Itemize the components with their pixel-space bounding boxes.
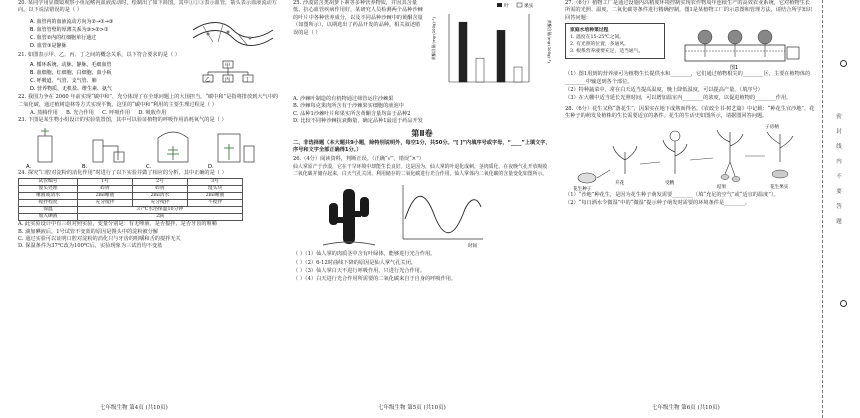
- note-item: 3. 根系营养液要充足，适当通气。: [570, 49, 644, 55]
- apparatus-a: [26, 128, 52, 170]
- legend-leaf: 叶: [504, 4, 509, 9]
- legend-swatch-leaf: [497, 3, 502, 7]
- table-cell: 37℃水浴保温10分钟: [78, 207, 243, 214]
- q20-option-b: B. 血管管壁的厚薄关系为③>②>①: [30, 26, 109, 33]
- q21-option-d: D. 营养物质、无机盐、维生素、氨气: [30, 86, 113, 93]
- hydroponic-system-figure: [675, 23, 805, 71]
- table-row: [19, 207, 243, 214]
- question-22: 22. 我国力争在 2060 年前实现“碳中和”，充分体现了在全球问题上的大国担当。“碳中和”是指将排放到大气中的二氧化碳，通过植树造林等方式实现平衡。这里的“碳中和”利用的主要生理过程是（ ）: [18, 94, 279, 108]
- q22-option-b: B. 光合作用: [66, 110, 94, 117]
- chart-area: [449, 14, 529, 82]
- y-axis-label-right: 黄酮含量/(mg·(100g)⁻¹): [547, 20, 552, 63]
- flavonoid-bar-chart: [431, 0, 551, 96]
- table-cell: 碎屑: [133, 186, 188, 193]
- question-24: 24. 探究“口腔对淀粉的消化作用”时进行了以下实验并做了相应的分析，其中正确的是（ ）: [18, 169, 227, 176]
- hydroponics-note: [565, 23, 665, 59]
- section-description: 二、非选择题（本大题共9小题，除特别说明外，每空1分，共50分。“[ ]”内填序号或字母，“____”上填文字、序号和文字全部正确得1分。）: [293, 140, 551, 154]
- legend-swatch-fruit: [517, 3, 522, 7]
- q24-option-b: B. 滴加碘液后，1号试管不变蓝的原因是馒头中的淀粉被分解: [18, 228, 159, 235]
- table-cell: 不搅拌: [188, 200, 243, 207]
- q28-sub-2: （2）“每日洒水令微湿”中的“微湿”提示种子萌发时需要的环境条件是________。: [565, 200, 751, 207]
- note-title: 家庭水培种菜过程: [570, 27, 609, 34]
- y-axis-label-left: 黄酮含量/(mg·(100g)⁻¹): [431, 17, 436, 60]
- question-21: 21. 如图表示甲、乙、丙、丁之间的概念关系，以下符合要求的是（ ）: [18, 51, 180, 58]
- figure-1-label: 图1: [730, 65, 739, 72]
- note-item: 1. 温度在15-25℃之间。: [570, 35, 625, 41]
- q23-option-a: A.: [26, 163, 32, 170]
- legend-fruit: 果实: [524, 4, 534, 9]
- table-row: [19, 186, 243, 193]
- q21-option-b: B. 血细胞、红细胞、白细胞、血小板: [30, 70, 112, 77]
- apparatus-d: [208, 134, 254, 170]
- q26-material: 仙人掌原产于沙漠，它在干旱环境中却能生长良好。这是因为，仙人掌的叶退化成刺，茎肉质化，在夜晚气孔开放吸收二氧化碳并储存起来，白天气孔关闭，利用储存的二氧化碳进行光合作用。仙人掌体内二氧化碳的含量变化如图所示。: [293, 164, 548, 178]
- section-title: 第Ⅱ卷: [411, 128, 433, 138]
- apparatus-c: [146, 132, 188, 170]
- concept-figure: [18, 60, 280, 94]
- table-cell: 唾液或清水: [19, 193, 78, 200]
- binding-hole-icon: [840, 60, 847, 67]
- table-cell: 馒头块: [188, 186, 243, 193]
- q20-option-d: D. 血管③是静脉: [30, 42, 67, 49]
- q24-option-a: A. 此实验设计中有三组对照实验，变量分别是：有无唾液、是否搅拌、是否牙齿的咀嚼: [18, 221, 217, 228]
- concept-tree: [203, 61, 253, 83]
- q27-sub-3: （3）在大棚中适当延长光照时间，可以增加温室内________的浓度，以促进植物的________作用。: [565, 95, 792, 102]
- q25-option-c: C. 品种1沙棘叶片和果实所含黄酮含量均高于品种2: [293, 110, 411, 117]
- plant-icon: [698, 30, 772, 57]
- svg-text:甲: 甲: [225, 63, 231, 70]
- pod-stage: [765, 123, 793, 190]
- stage-label: 子房柄: [765, 124, 779, 130]
- blood-vessel-figure: [18, 16, 280, 52]
- stage-label: 受精: [665, 180, 675, 186]
- svg-text:乙: 乙: [205, 77, 211, 84]
- table-header-cell: 3号: [188, 179, 243, 186]
- stage-label: 花生果实: [770, 184, 789, 190]
- stage-label: 结果: [717, 184, 727, 190]
- q26-item-2: （ ）（2）6-12时曲线下降的原因是仙人掌气孔关闭。: [293, 259, 416, 266]
- q25-option-b: B. 沙棘每克果肉所含有于沙棘果实细胞的液泡中: [293, 103, 404, 110]
- table-cell: 搅拌程度: [19, 200, 78, 207]
- experiment-apparatus-figure: [18, 126, 280, 170]
- q21-option-a: A. 循环系统、动脉、静脉、毛细血管: [30, 62, 112, 69]
- q20-option-a: A. 血管内的血液流动方向为②→①→③: [30, 18, 114, 25]
- page-4-column: [18, 0, 280, 418]
- co2-curve-graph: [403, 185, 483, 249]
- page-footer: 七年级生物 第5页 (共10页): [378, 405, 446, 411]
- note-item: 2. 有光照的位置，多通风。: [570, 42, 629, 48]
- svg-text:丁: 丁: [245, 77, 251, 84]
- q27-sub-2: （2）特种蔬菜中，常在白天适当提高温度，晚上降低温度，可以提高产量。（填序号）: [565, 87, 763, 94]
- table-header-cell: 2号: [133, 179, 188, 186]
- table-cell: 充分搅拌: [133, 200, 188, 207]
- table-cell: 馒头处理: [19, 186, 78, 193]
- q28-sub-1: （1）“沙地”种花生，是因为花生种子萌发需要________（填“充足的空气”或“适宜的温度”）。: [565, 191, 779, 198]
- question-23: 23. 下图是某生物小组设计的实验装置图，其中可以验证植物的呼吸作用消耗氧气的是（ ）: [18, 117, 227, 124]
- table-header-row: [19, 179, 243, 186]
- table-cell: 2滴: [78, 214, 243, 221]
- q25-option-d: D. 比较不同种沙棘抗衰酶量，确定品种1最适于药品开发: [293, 118, 423, 125]
- question-25: 25. 沙漠富含类胡萝卜素等多种营养物质，并因其含量低、抗心血管疾病作用好，某研究人员检测两个品种沙棘的叶片中各种营养成分，以及不同品种沙棘中的黄酮含量（如图所示），以期选出了药品开发的品种。相关叙述错误的是（ ）: [293, 0, 423, 36]
- opt-list-20: [30, 18, 113, 49]
- binding-text: 密 封 线 内 不 要 答 题: [836, 114, 842, 225]
- chart-bar: [476, 58, 484, 82]
- curve-x-label: 时间: [468, 244, 477, 250]
- page-5-column: [293, 0, 551, 418]
- experiment-table: [18, 178, 243, 221]
- q24-option-d: D. 保温条件为37℃改为100℃后，实验现象为三试管均不变蓝: [18, 243, 163, 250]
- q23-option-d: D.: [208, 163, 214, 170]
- table-cell: 碎屑: [78, 186, 133, 193]
- chart-bar: [514, 67, 522, 82]
- table-row: [19, 200, 243, 207]
- table-row: [19, 214, 243, 221]
- table-cell: 加入碘液: [19, 214, 78, 221]
- q26-item-4: （ ）（4）白天进行光合作用所需要的二氧化碳来自于自身的呼吸作用。: [293, 276, 457, 283]
- question-26: 26.（4分）阅读资料，判断正误。（正确“√”，错误“×”）: [293, 155, 424, 162]
- question-27: 27.（6分）植物工厂是通过设施内高精度环境控制实现农作物周年连续生产的高效农业系统，它对植物生长所需的光照、温度、二氧化碳等条件进行精确控制。图1是某植物工厂的示意图和管理方法，请结合所学知识回答问题：: [565, 0, 813, 21]
- vessel-drawing: [193, 22, 273, 46]
- q22-option-c: C. 呼吸作用: [102, 110, 131, 117]
- q27-sub-1: （1）图1用到的营养液可为植物生长提供水和________，它们通过植物根尖的________区，主要在植物体的________中输送到各个部位。: [565, 71, 811, 85]
- q21-option-c: C. 呼吸道、气管、支气管、肺: [30, 78, 97, 85]
- q22-option-a: A. 蒸腾作用: [30, 110, 58, 117]
- svg-text:丙: 丙: [225, 77, 231, 84]
- q23-option-c: C.: [146, 163, 152, 170]
- table-header-cell: 1号: [78, 179, 133, 186]
- fruit-stage: [717, 130, 743, 190]
- q25-option-a: A. 沙棘叶制造的有机物通过筛管运往沙棘果: [293, 96, 394, 102]
- table-row: [19, 193, 243, 200]
- cactus-co2-figure: [293, 179, 551, 251]
- table-cell: 2ml清水: [133, 193, 188, 200]
- table-cell: 保温: [19, 207, 78, 214]
- chart-bar: [459, 22, 467, 82]
- binding-line: [822, 0, 824, 418]
- q27-figure-row: [565, 23, 815, 71]
- q26-item-1: （ ）（1）仙人掌的肉质茎中含有叶绿体，能够进行光合作用。: [293, 251, 436, 258]
- table-cell: 充分搅拌: [78, 200, 133, 207]
- q26-item-3: （ ）（3）仙人掌白天不进行呼吸作用，只进行光合作用。: [293, 268, 426, 275]
- table-cell: 2ml唾液: [188, 193, 243, 200]
- page-6-column: [565, 0, 815, 418]
- q23-option-b: B.: [82, 163, 88, 170]
- chart-bar: [497, 30, 505, 82]
- q20-option-c: C. 血管②内的红细胞单行通过: [30, 34, 97, 41]
- question-20: 20. 某同学用显微镜观察小鱼尾鳍内血液流动时，绘制出了如下简图，其中①②③表示血管，箭头表示血液流动方向。以下说法错误的是（ ）: [18, 0, 277, 14]
- seed-stage: [573, 173, 596, 192]
- sprout-stage: [613, 146, 637, 186]
- page-footer: 七年级生物 第4页 (共10页): [100, 405, 168, 411]
- binding-hole-icon: [840, 300, 847, 307]
- table-header-cell: 试管编号: [19, 179, 78, 186]
- stage-label: 开花: [615, 180, 625, 186]
- flower-stage: [663, 131, 687, 186]
- cactus-icon: [323, 189, 375, 245]
- apparatus-b: [82, 140, 124, 170]
- q24-option-c: C. 通过实验可以证明口腔对淀粉的消化只与牙齿的咀嚼和舌的搅拌无关: [18, 236, 181, 243]
- question-28: 28.（6分）花生又称“落花生”，因果实在地下成熟而得名。《农政全书·树艺篇》中记载：“种花生宜沙地”，花生种子的萌发及植株的生长需要适宜的条件。花生的生活史如图所示，请据图回答问题。: [565, 105, 815, 120]
- q22-option-d: D. 吸收作用: [138, 110, 167, 117]
- peanut-life-cycle-figure: [565, 122, 815, 192]
- page-footer: 七年级生物 第6页 (共10页): [652, 405, 720, 411]
- table-cell: 2ml唾液: [78, 193, 133, 200]
- stage-label: 花生种子: [573, 186, 592, 192]
